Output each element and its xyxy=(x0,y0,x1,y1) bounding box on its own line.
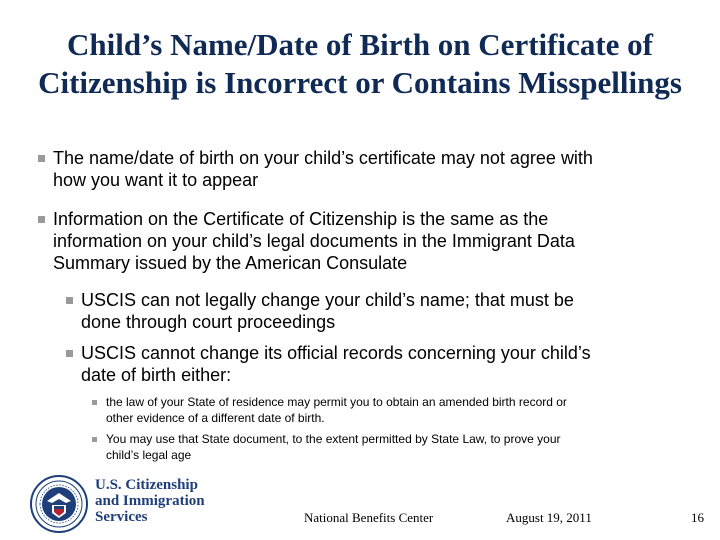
bullet-marker-icon xyxy=(66,350,73,357)
bullet-2-line-3: Summary issued by the American Consulate xyxy=(53,253,408,273)
sub-bullet-2-line-2: date of birth either: xyxy=(81,365,232,385)
sub-sub-bullet-1-text xyxy=(106,394,567,426)
sub-bullet-2 xyxy=(66,342,591,386)
bullet-1-line-1: The name/date of birth on your child’s certificate may not agree with xyxy=(53,148,593,168)
agency-line-2: and Immigration xyxy=(95,493,205,509)
sub-sub-bullet-1-line-2: other evidence of a different date of birth. xyxy=(106,411,325,425)
sub-sub-bullet-1-line-1: the law of your State of residence may permit you to obtain an amended birth record or xyxy=(106,395,567,409)
bullet-marker-icon xyxy=(92,400,97,405)
page-number: 16 xyxy=(691,510,704,525)
sub-bullet-1-text xyxy=(81,289,574,333)
sub-bullet-2-text xyxy=(81,342,591,386)
sub-sub-bullet-2-line-1: You may use that State document, to the extent permitted by State Law, to prove your xyxy=(106,432,561,446)
sub-sub-bullet-2-text xyxy=(106,431,561,463)
bullet-1 xyxy=(38,147,593,191)
bullet-2-text xyxy=(53,208,575,274)
bullet-marker-icon xyxy=(92,437,97,442)
sub-bullet-2-line-1: USCIS cannot change its official records concerning your child’s xyxy=(81,343,591,363)
bullet-2-line-1: Information on the Certificate of Citizenship is the same as the xyxy=(53,209,549,229)
dhs-seal-icon xyxy=(30,475,88,538)
footer-date: August 19, 2011 xyxy=(506,510,592,525)
agency-line-3: Services xyxy=(95,509,148,525)
slide-title xyxy=(0,26,720,102)
sub-bullet-1 xyxy=(66,289,574,333)
bullet-marker-icon xyxy=(38,155,45,162)
footer-center: National Benefits Center xyxy=(304,510,434,525)
sub-sub-bullet-2-line-2: child’s legal age xyxy=(106,448,192,462)
sub-bullet-1-line-2: done through court proceedings xyxy=(81,312,336,332)
sub-bullet-1-line-1: USCIS can not legally change your child’s name; that must be xyxy=(81,290,574,310)
agency-line-1: U.S. Citizenship xyxy=(95,477,198,493)
sub-sub-bullet-2 xyxy=(92,431,561,463)
sub-sub-bullet-1 xyxy=(92,394,567,426)
bullet-1-text xyxy=(53,147,593,191)
bullet-2-line-2: information on your child’s legal documents in the Immigrant Data xyxy=(53,231,575,251)
slide-title-line-1: Child’s Name/Date of Birth on Certificate of xyxy=(66,27,653,62)
bullet-1-line-2: how you want it to appear xyxy=(53,170,259,190)
agency-name xyxy=(95,477,205,525)
bullet-marker-icon xyxy=(38,216,45,223)
slide-title-line-2: Citizenship is Incorrect or Contains Misspellings xyxy=(38,65,682,100)
bullet-marker-icon xyxy=(66,297,73,304)
bullet-2 xyxy=(38,208,575,274)
